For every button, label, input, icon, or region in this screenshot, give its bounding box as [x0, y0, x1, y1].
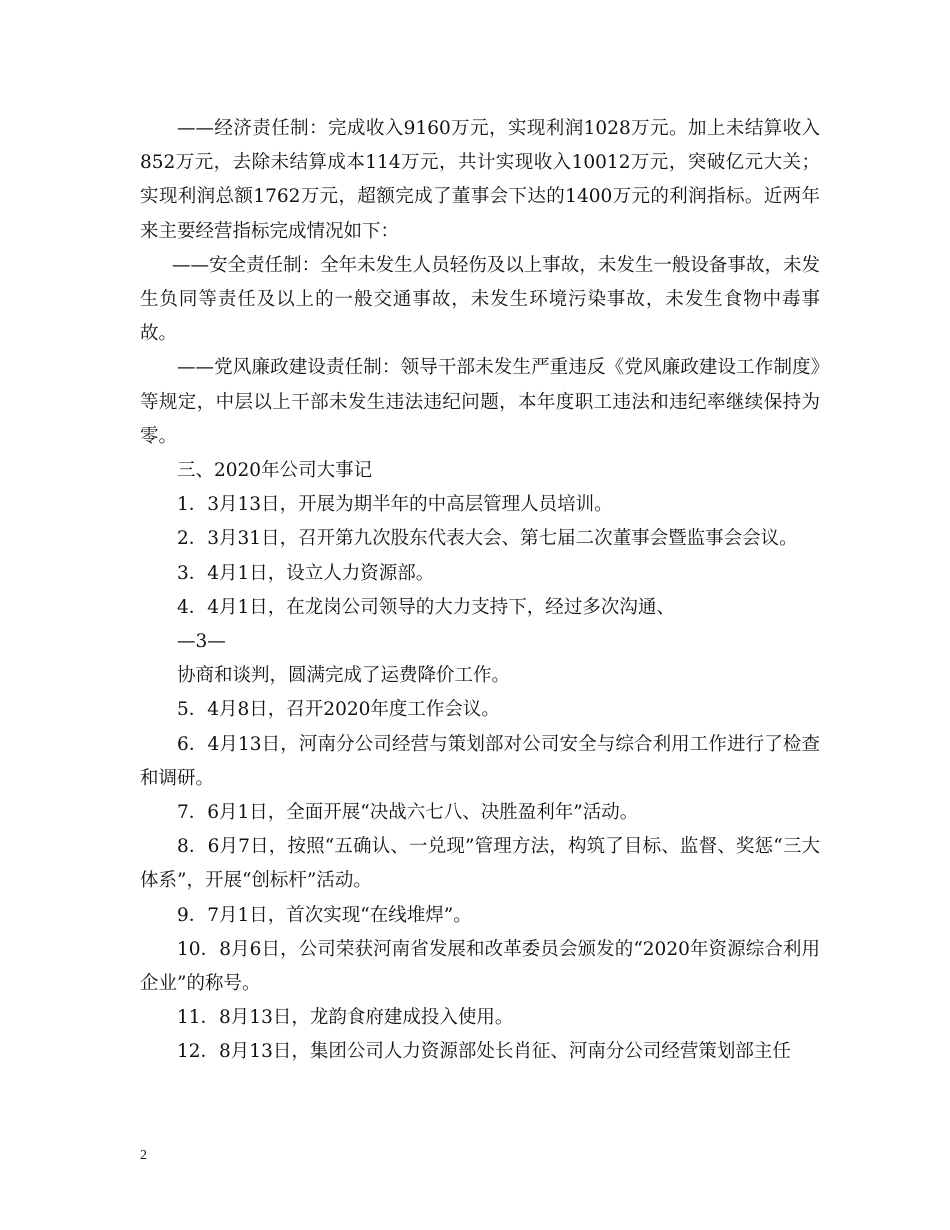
- paragraph-safety-responsibility: ——安全责任制：全年未发生人员轻伤及以上事故，未发生一般设备事故，未发生负同等责任及以上的一般交通事故，未发生环境污染事故，未发生食物中毒事故。: [140, 254, 820, 345]
- event-item-10: 10．8月6日，公司荣获河南省发展和改革委员会颁发的“2020年资源综合利用企业”的称号。: [140, 938, 820, 995]
- paragraph-party-conduct-responsibility: ——党风廉政建设责任制：领导干部未发生严重违反《党风廉政建设工作制度》等规定，中层以上干部未发生违法违纪问题，本年度职工违法和违纪率继续保持为零。: [140, 357, 820, 447]
- event-item-4-continued: 协商和谈判，圆满完成了运费降价工作。: [177, 665, 511, 687]
- event-item-8: 8．6月7日，按照“五确认、一兑现”管理方法，构筑了目标、监督、奖惩“三大体系”，开展“创标杆”活动。: [140, 836, 820, 892]
- inline-page-marker: —3—: [177, 631, 226, 653]
- event-item-5: 5．4月8日，召开2020年度工作会议。: [177, 699, 500, 721]
- event-item-1: 1．3月13日，开展为期半年的中高层管理人员培训。: [177, 494, 613, 516]
- event-item-6: 6．4月13日，河南分公司经营与策划部对公司安全与综合利用工作进行了检查和调研。: [140, 733, 820, 789]
- body-text: [140, 112, 820, 1070]
- paragraph-economic-responsibility: ——经济责任制：完成收入9160万元，实现利润1028万元。加上未结算收入852万元，去除未结算成本114万元，共计实现收入10012万元，突破亿元大关；实现利润总额1762万元，超额完成了董事会下达的1400万元的利润指标。近两年来主要经营指标完成情况如下：: [140, 118, 820, 242]
- event-item-3: 3．4月1日，设立人力资源部。: [177, 562, 435, 584]
- event-item-4: 4．4月1日，在龙岗公司领导的大力支持下，经过多次沟通、: [177, 596, 675, 618]
- event-item-12: 12．8月13日，集团公司人力资源部处长肖征、河南分公司经营策划部主任: [177, 1041, 791, 1063]
- page-number: 2: [140, 1148, 147, 1163]
- event-item-11: 11．8月13日，龙韵食府建成投入使用。: [177, 1007, 514, 1029]
- event-item-2: 2．3月31日，召开第九次股东代表大会、第七届二次董事会暨监事会会议。: [177, 528, 798, 550]
- section-heading-events: 三、2020年公司大事记: [177, 460, 373, 482]
- event-item-7: 7．6月1日，全面开展“决战六七八、决胜盈利年”活动。: [177, 802, 639, 824]
- event-item-9: 9．7月1日，首次实现“在线堆焊”。: [177, 904, 472, 926]
